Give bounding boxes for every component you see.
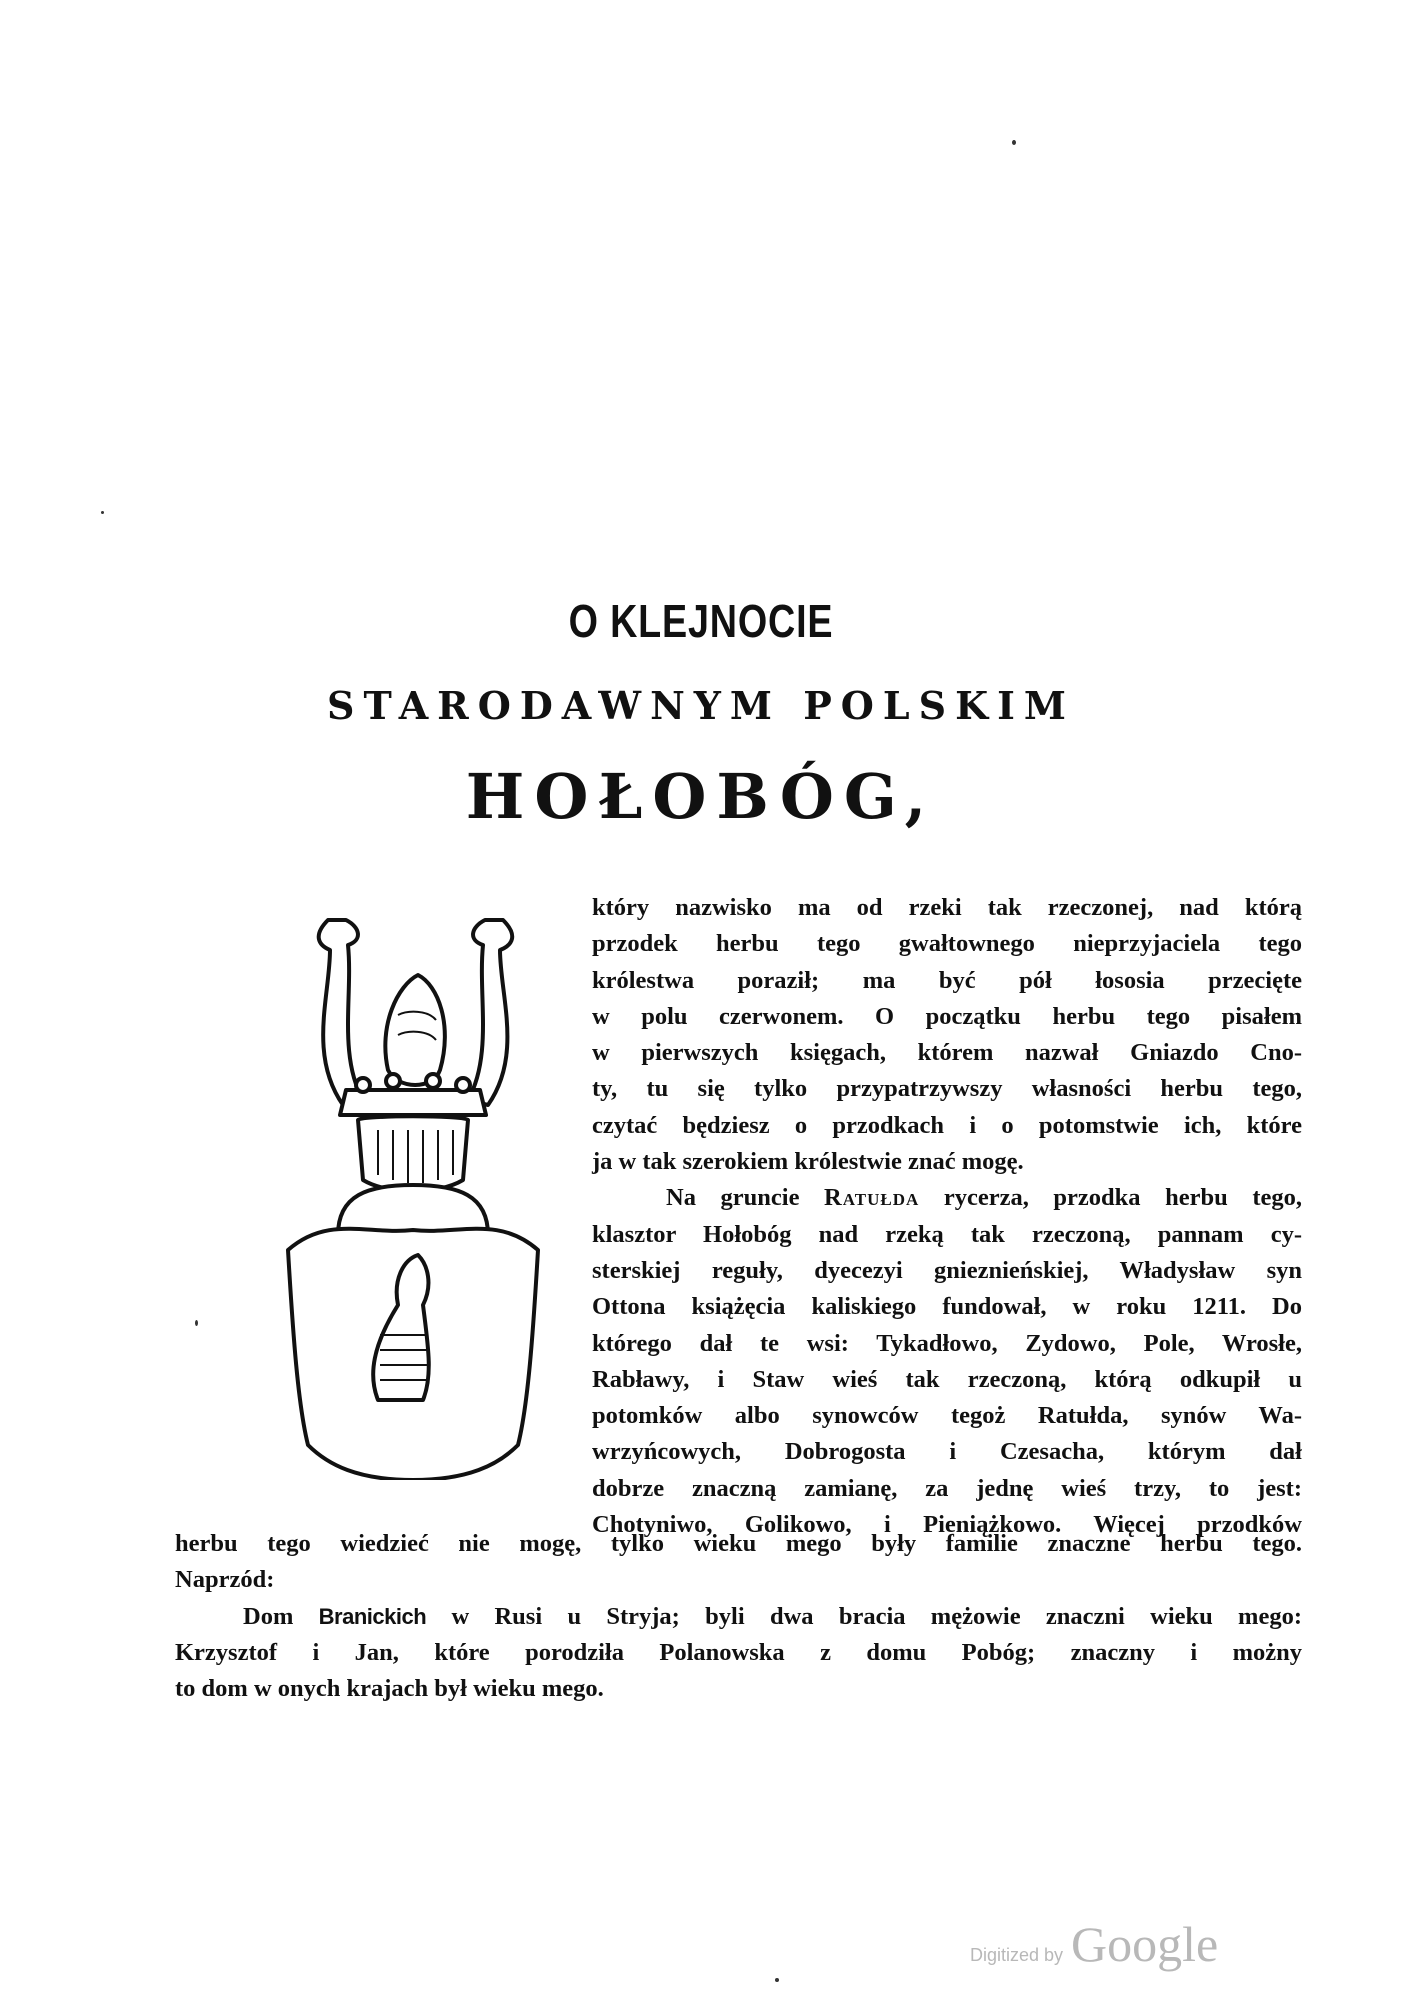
- text-line: który nazwisko ma od rzeki tak rzeczonej, nad którą: [592, 894, 1302, 921]
- text-line: to dom w onych krajach był wieku mego.: [175, 1675, 604, 1703]
- name-branickich: Branickich: [318, 1603, 427, 1629]
- text-line: królestwa poraził; ma być pół łososia przecięte: [592, 966, 1302, 994]
- name-ratulda: Ratułda: [824, 1184, 920, 1212]
- text-line: Naprzód:: [175, 1566, 275, 1594]
- text-run: w Rusi u Stryja; byli dwa bracia mężowie znaczni wieku mego:: [426, 1602, 1302, 1630]
- text-line: Ottona książęcia kaliskiego fundował, w roku 1211. Do: [592, 1293, 1302, 1321]
- text-line: wrzyńcowych, Dobrogosta i Czesacha, którym dał: [592, 1438, 1302, 1466]
- coat-of-arms-holobog-icon: [268, 905, 558, 1480]
- text-line: ja w tak szerokiem królestwie znać mogę.: [592, 1148, 1024, 1176]
- text-line: czytać będziesz o przodkach i o potomstwie ich, które: [592, 1111, 1302, 1139]
- scan-speck: [101, 511, 104, 514]
- text-line: Krzysztof i Jan, które porodziła Polanowska z domu Pobóg; znaczny i możny: [175, 1638, 1302, 1666]
- paragraph-wide: [175, 1526, 1302, 1707]
- text-run: Dom: [243, 1602, 319, 1630]
- paragraph-2-first-line: [592, 1180, 1302, 1216]
- text-line: Chotyniwo, Golikowo, i Pieniążkowo. Więcej przodków: [592, 1511, 1302, 1539]
- scan-speck: [775, 1978, 779, 1982]
- heading-line-3: HOŁOBÓG,: [465, 760, 937, 833]
- scan-speck: [1012, 140, 1016, 145]
- scan-speck: [195, 1320, 198, 1326]
- heading-line-2: STARODAWNYM POLSKIM: [327, 683, 1075, 728]
- text-line: w pierwszych księgach, którem nazwał Gniazdo Cno-: [592, 1039, 1302, 1067]
- text-line: dobrze znaczną zamianę, za jednę wieś trzy, to jest:: [592, 1474, 1302, 1502]
- digitized-label: Digitized by: [970, 1945, 1064, 1965]
- google-logo: Google: [1071, 1916, 1219, 1972]
- text-line: przodek herbu tego gwałtownego nieprzyjaciela tego: [592, 930, 1302, 958]
- text-line: w polu czerwonem. O początku herbu tego pisałem: [592, 1002, 1302, 1030]
- heading-line-1: O KLEJNOCIE: [568, 595, 834, 647]
- digitized-watermark: [970, 1915, 1218, 1973]
- text-line: którego dał te wsi: Tykadłowo, Zydowo, Pole, Wrosłe,: [592, 1329, 1302, 1357]
- text-line: ty, tu się tylko przypatrzywszy własności herbu tego,: [592, 1075, 1302, 1103]
- text-line: potomków albo synowców tegoż Ratułda, synów Wa-: [592, 1402, 1302, 1430]
- text-line: Rabławy, i Staw wieś tak rzeczoną, którą odkupił u: [592, 1365, 1302, 1393]
- text-line: herbu tego wiedzieć nie mogę, tylko wieku mego były familie znaczne herbu tego.: [175, 1530, 1302, 1557]
- text-run: rycerza, przodka herbu tego,: [919, 1184, 1303, 1212]
- paragraph-1: [592, 890, 1302, 1543]
- text-line: sterskiej reguły, dyecezyi gnieznieńskiej, Władysław syn: [592, 1256, 1302, 1284]
- text-run: Na gruncie: [666, 1184, 825, 1212]
- paragraph-3-first-line: [175, 1599, 1302, 1635]
- text-line: klasztor Hołobóg nad rzeką tak rzeczoną, pannam cy-: [592, 1220, 1302, 1248]
